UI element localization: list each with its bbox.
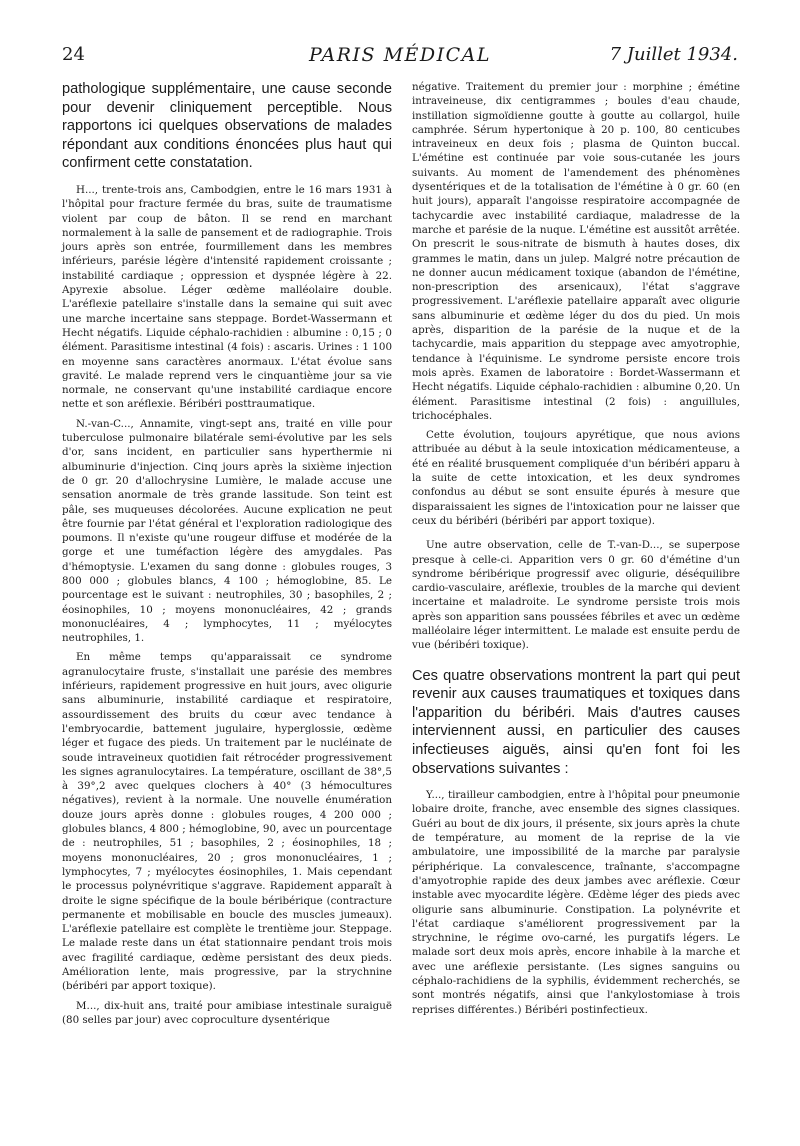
paragraph-intro-continuation: pathologique supplémentaire, une cause seconde pour devenir cliniquement perceptible. Nous rapportons ici quelques observations de malades répondant aux conditions énoncées plus haut qui confirment cette constatation. <box>62 81 392 172</box>
right-column <box>412 80 740 1022</box>
left-column <box>62 80 392 1032</box>
issue-date: 7 Juillet 1934. <box>609 44 738 65</box>
paragraph-observation-h: H..., trente-trois ans, Cambodgien, entre le 16 mars 1931 à l'hôpital pour fracture fermée du bras, suite de traumatisme violent par coup de bâton. Il se rend en marchant normalement à la salle de pansement et de radiographie. Trois jours après son entrée, fourmillement dans les membres inférieurs, parésie légère d'intensité rapidement croissante ; instabilité cardiaque ; oppression et dyspnée légère à 22. Apyrexie absolue. Léger œdème malléolaire double. L'aréflexie patellaire s'installe dans la semaine qui suit avec une marche incertaine sans steppage. Bordet-Wassermann et Hecht négatifs. Liquide céphalo-rachidien : albumine : 0,15 ; 0 élément. Parasitisme intestinal (4 fois) : ascaris. Urines : 1 100 en moyenne sans caractères anormaux. L'état évolue sans gravité. Le malade reprend vers le cinquantième jour sa vie normale, ne conservant qu'une instabilité cardiaque encore nette et son aréflexie. Béribéri posttraumatique. <box>62 183 392 411</box>
paragraph-observation-m: M..., dix-huit ans, traité pour amibiase intestinale suraiguë (80 selles par jour) avec coproculture dysentérique <box>62 999 392 1026</box>
paragraph-observation-y: Y..., tirailleur cambodgien, entre à l'hôpital pour pneumonie lobaire droite, franche, avec ensemble des signes classiques. Guéri au bout de dix jours, il présente, six jours après la chute de température, au moment de la reprise de la vie ambulatoire, une impossibilité de la marche par paralysie périphérique. La convalescence, traînante, s'accompagne d'amyotrophie rapide des deux jambes avec aréflexie. Cœur instable avec myocardite légère. Œdème léger des pieds avec oligurie sans albuminurie. Constipation. La polynévrite et l'état cardiaque s'améliorent progressivement par la strychnine, le régime ovo-carné, les purgatifs légers. Le malade sort deux mois après, encore inhabile à la marche et avec une aréflexie persistante. (Les signes sanguins ou céphalo-rachidiens de la syphilis, évidemment recherchés, se sont montrés négatifs, ainsi que l'ankylostomiase à trois reprises différentes.) Béribéri postinfectieux. <box>412 789 740 1016</box>
page-number: 24 <box>62 44 85 65</box>
journal-title: PARIS MÉDICAL <box>308 44 492 66</box>
paragraph-summary: Ces quatre observations montrent la part qui peut revenir aux causes traumatiques et toxiques dans l'apparition du béribéri. Mais d'autres causes interviennent aussi, en particulier des causes infectieuses aiguës, ainsi qu'en font foi les observations suivantes : <box>412 667 740 777</box>
paragraph-observation-t-van-d: Une autre observation, celle de T.-van-D..., se superpose presque à celle-ci. Apparition vers 0 gr. 60 d'émétine d'un syndrome béribérique progressif avec oligurie, déséquilibre cardio-vasculaire, aréflexie, troubles de la marche qui devient incertaine et maladroite. Le syndrome persiste trois mois après son apparition sans poussées fébriles et avec un œdème malléolaire léger intermittent. Le malade est ensuite perdu de vue (béribéri toxique). <box>412 539 740 652</box>
paragraph-observation-n-van-c-evolution: En même temps qu'apparaissait ce syndrome agranulocytaire fruste, s'installait une parésie des membres inférieurs, rapidement progressive en huit jours, avec oligurie sans albuminurie, instabilité cardiaque et respiratoire, assourdissement des bruits du cœur avec tendance à l'embryocardie, battement jugulaire, hyperglossie, œdème léger et fugace des pieds. Un traitement par le nucléinate de soude intraveineux quotidien fait rétrocéder progressivement les signes agranulocytaires. La température, oscillant de 38°,5 à 39°,2 avec quelques clochers à 40° (3 hémocultures négatives), revient à la normale. Une nouvelle énumération douze jours après donne : globules rouges, 4 200 000 ; globules blancs, 4 800 ; hémoglobine, 90, avec un pourcentage de : neutrophiles, 51 ; basophiles, 2 ; éosinophiles, 18 ; moyens mononucléaires, 20 ; gros mononucléaires, 1 ; lymphocytes, 7 ; myélocytes éosinophiles, 1. Mais cependant le processus polynévritique s'aggrave. Rapidement apparaît à droite le signe spécifique de la boule béribérique (contracture permanente et mobilisable en boucle des muscles jumeaux). L'aréflexie patellaire est complète le trentième jour. Steppage. Le malade reste dans un état stationnaire pendant trois mois avec fragilité cardiaque, œdème persistant des deux pieds. Amélioration lente, mais progressive, par la strychnine (béribéri par apport toxique). <box>62 651 392 993</box>
page-header <box>62 44 738 70</box>
paragraph-observation-n-van-c: N.-van-C..., Annamite, vingt-sept ans, traité en ville pour tuberculose pulmonaire bilatérale semi-évolutive par les sels d'or, sans incident, en particulier sans hyperthermie ni albuminurie d'injection. Cinq jours après la sixième injection de 0 gr. 20 d'allochrysine Lumière, le malade accuse une sensation anormale de très grande lassitude. Son teint est pâle, ses muqueuses décolorées. Aucune explication ne peut être fournie par l'état général et l'exploration radiologique des poumons. Il n'existe qu'une rougeur diffuse et modérée de la gorge et une tuméfaction légère des amygdales. Pas d'hémoptysie. L'examen du sang donne : globules rouges, 3 800 000 ; globules blancs, 4 100 ; hémoglobine, 85. Le pourcentage est le suivant : neutrophiles, 30 ; basophiles, 2 ; éosinophiles, 10 ; moyens mononucléaires, 42 ; grands mononucléaires, 4 ; lymphocytes, 11 ; myélocytes neutrophiles, 1. <box>62 417 392 645</box>
paragraph-observation-m-continued: négative. Traitement du premier jour : morphine ; émétine intraveineuse, dix centigrammes ; boules d'eau chaude, instillation sigmoïdienne goutte à goutte au collargol, huile camphrée. Sérum hypertonique à 20 p. 100, 80 centicubes intraveineux en deux fois ; plasma de Quinton buccal. L'émétine est continuée par voie sous-cutanée les jours suivants. Au moment de l'amendement des phénomènes dysentériques et de la totalisation de l'émétine à 0 gr. 60 (en huit jours), apparaît l'angoisse respiratoire accompagnée de tachycardie avec instabilité cardiaque, maladresse de la marche et parésie de la nuque. L'émétine est aussitôt arrêtée. On prescrit le sous-nitrate de bismuth à hautes doses, dix grammes le matin, dans un julep. Malgré notre précaution de ne donner aucun médicament toxique (abandon de l'émétine, non-prescription des arsenicaux), l'état s'aggrave progressivement. L'aréflexie patellaire apparaît avec oligurie sans albuminurie et œdème léger du dos du pied. Un mois après, disparition de la parésie de la nuque et de la tachycardie, mais apparition du steppage avec amyotrophie, tendance à l'équinisme. Le syndrome persiste encore trois mois après. Examen de laboratoire : Bordet-Wassermann et Hecht négatifs. Liquide céphalo-rachidien : albumine 0,20. Un élément. Parasitisme intestinal (2 fois) : anguillules, trichocéphales. <box>412 81 740 422</box>
paragraph-observation-m-discussion: Cette évolution, toujours apyrétique, que nous avions attribuée au début à la seule intoxication médicamenteuse, a été en réalité brusquement compliquée d'un béribéri apparu à la suite de cette intoxication, et les deux syndromes confondus au début se sont ensuite épurés à mesure que disparaissaient les signes de l'intoxication pour ne laisser que ceux du béribéri (béribéri par apport toxique). <box>412 429 740 527</box>
